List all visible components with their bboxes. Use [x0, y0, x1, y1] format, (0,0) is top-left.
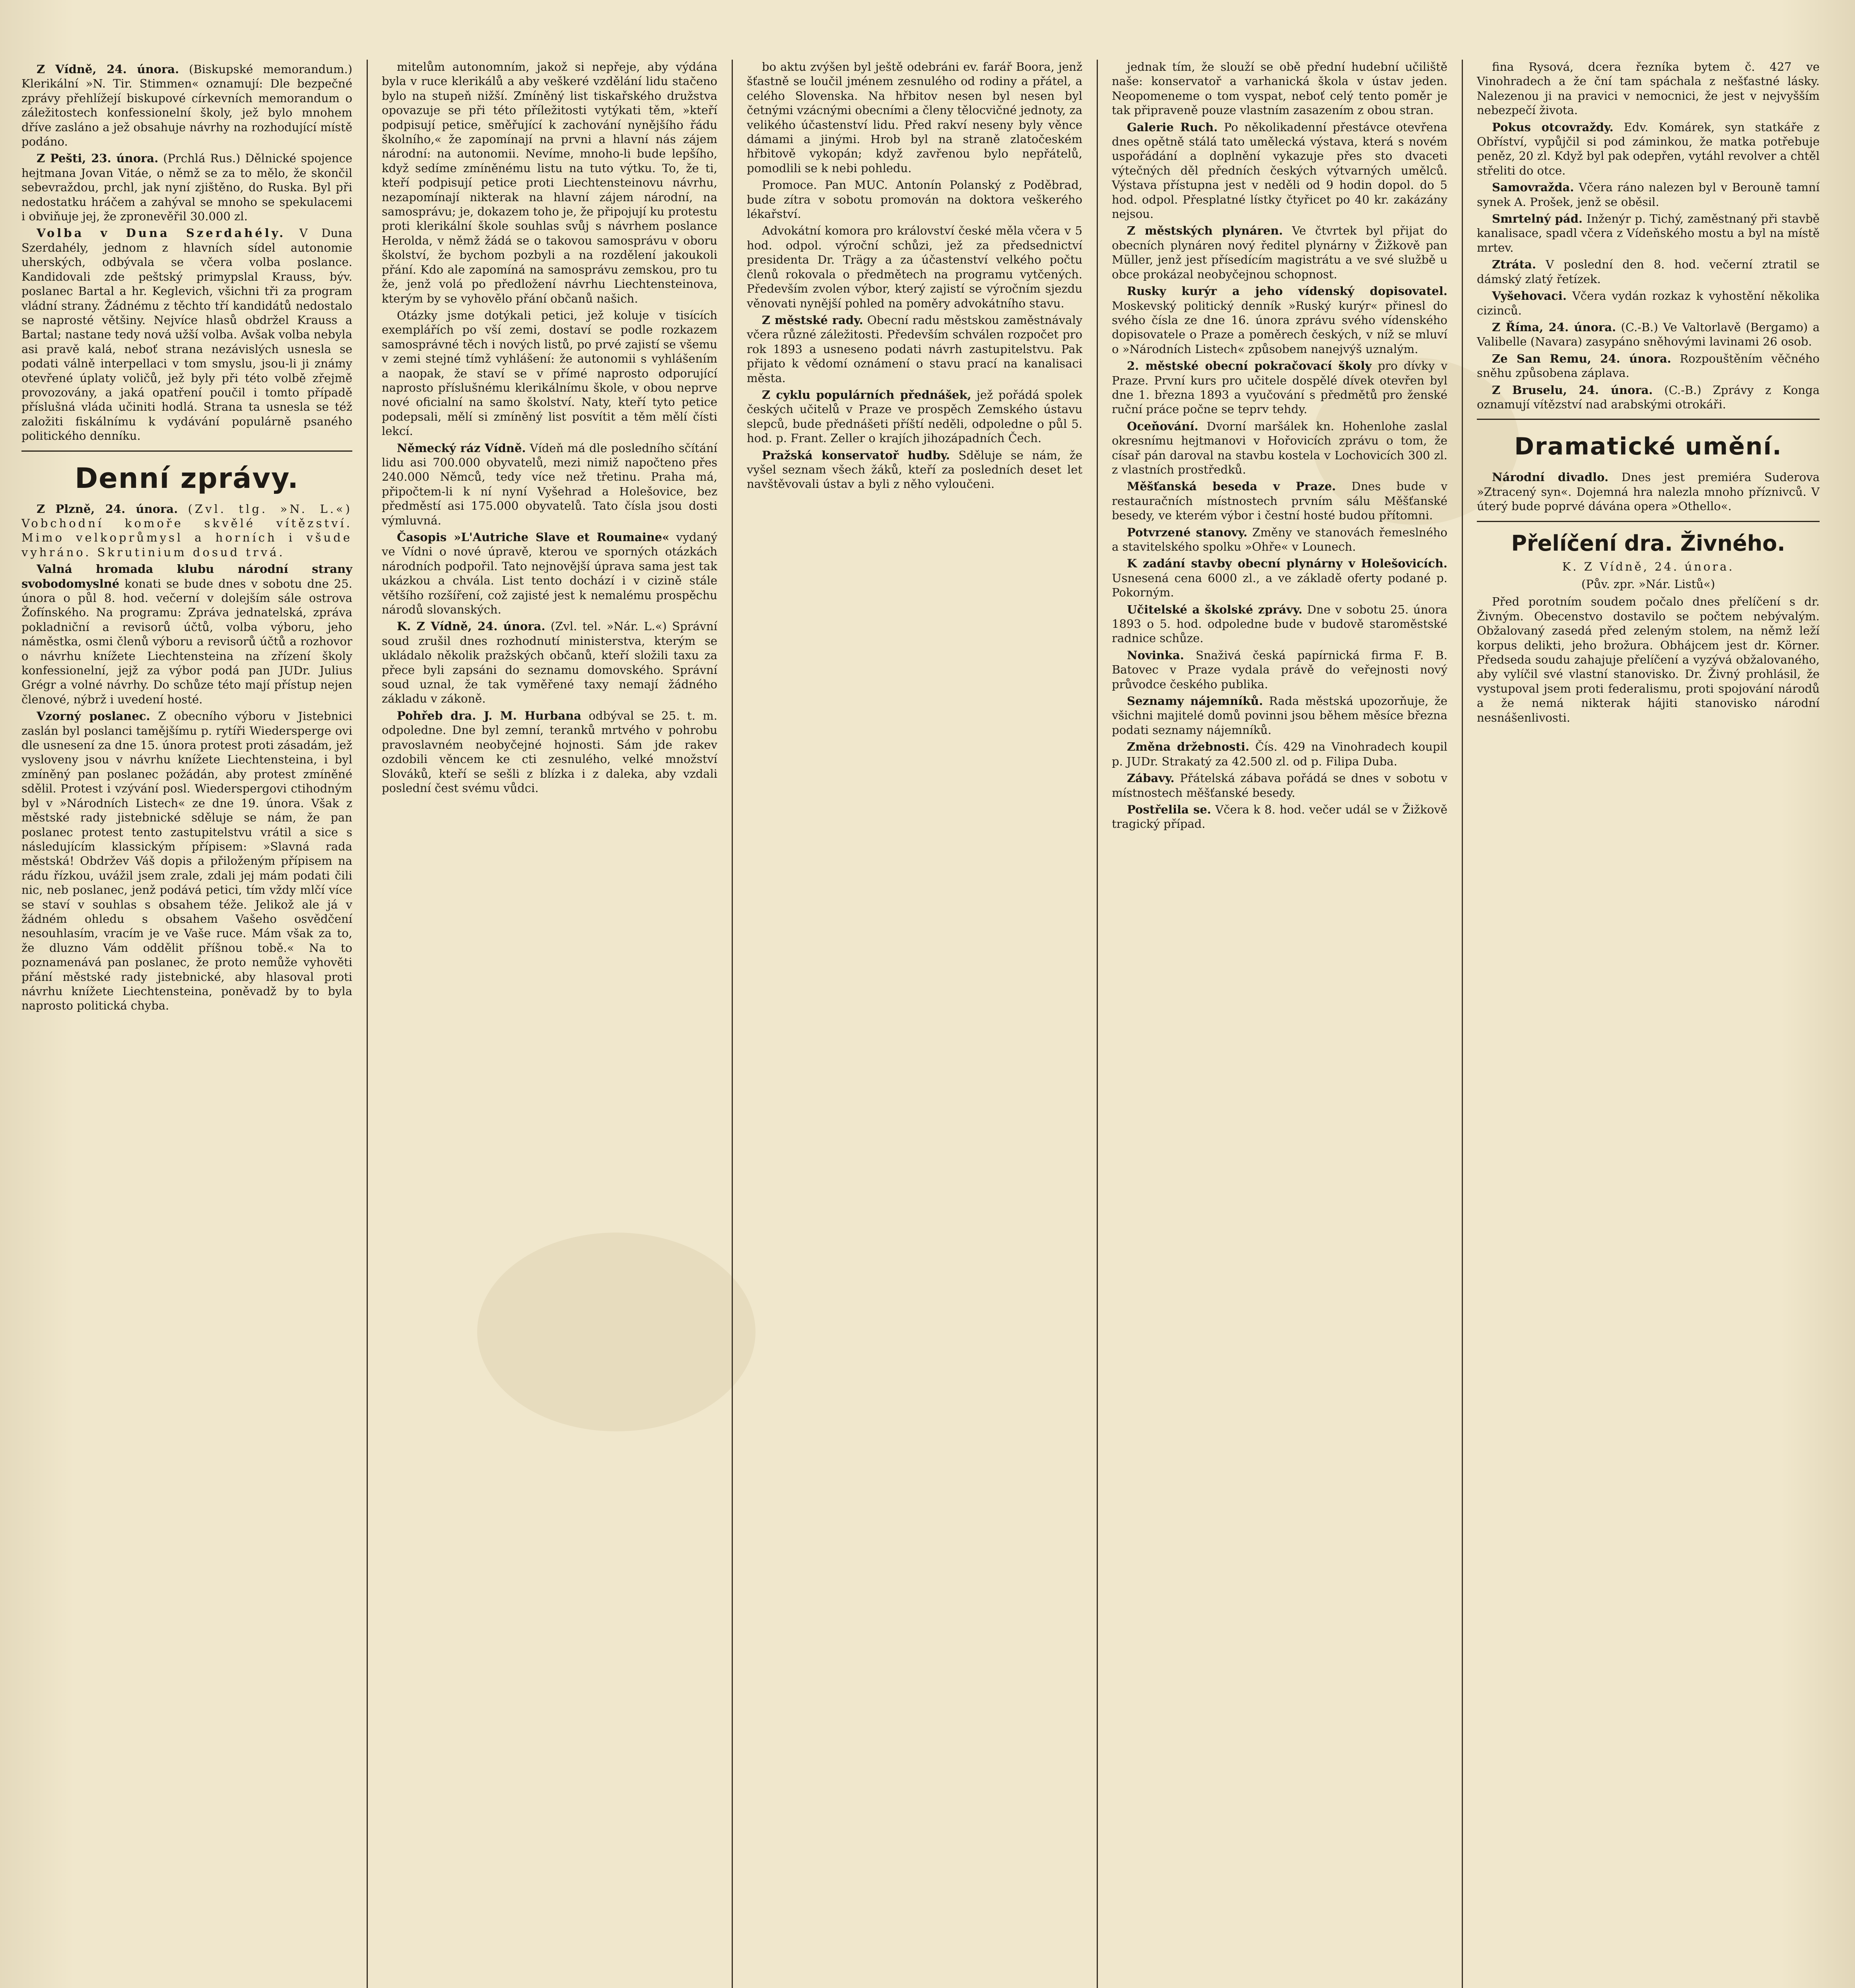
- paragraph: bo aktu zvýšen byl ještě odebráni ev. farář Boora, jenž šťastně se loučil jménem zesnulého od rodiny a přátel, a celého Slovenska. Na hřbitov nesen byl nesen byl četnými vzácnými obecními a členy tělocvičné jednoty, za velikého účastenství lidu. Před rakví neseny byly věnce dámami a jinými. Hrob byl na straně zlatočeském hřbitově vykopán; když zavřenou bylo nepřátelů, pomodlili se k nebi pohledu.: [747, 60, 1082, 175]
- paragraph: fina Rysová, dcera řezníka bytem č. 427 ve Vinohradech a že ční tam spáchala z nešťastné lásky. Nalezenou ji na pravici v nemocnici, že jest v nejvyšším nebezpečí života.: [1477, 60, 1820, 117]
- article-heading: Přelíčení dra. Živného.: [1511, 530, 1785, 556]
- news-item: Pohřeb dra. J. M. Hurbana odbýval se 25. t. m. odpoledne. Dne byl zemní, teranků mrtvého v pohrobu pravoslavném neobyčejné hojnosti. Sám jde rakev ozdobili věncem ke cti zesnulého, velké množství Slováků, kteří se sešli z blízka i z daleka, aby vzdali poslední čest svému vůdci.: [382, 709, 718, 795]
- news-item: Zábavy. Přátelská zábava pořádá se dnes v sobotu v místnostech měšťanské besedy.: [1112, 771, 1447, 800]
- news-item: Z Plzně, 24. února. (Zvl. tlg. »N. L.«) Vobchodní komoře skvělé vítězství. Mimo velkoprůmysl a horních i všude vyhráno. Skrutinium dosud trvá.: [21, 502, 352, 559]
- news-item: Změna držebnosti. Čís. 429 na Vinohradech koupil p. JUDr. Strakatý za 42.500 zl. od p. Filipa Duba.: [1112, 740, 1448, 768]
- section-divider: [21, 450, 352, 452]
- news-item: Vyšehovaci. Včera vydán rozkaz k vyhostění několika cizinců.: [1477, 289, 1820, 317]
- news-item: Pokus otcovraždy. Edv. Komárek, syn statkáře z Obříství, vypůjčil si pod záminkou, že matka potřebuje peněz, 20 zl. Když byl pak odepřen, vytáhl revolver a chtěl střeliti do otce.: [1477, 120, 1820, 177]
- news-item: Potvrzené stanovy. Změny ve stanovách řemeslného a stavitelského spolku »Ohře« v Lounech.: [1112, 525, 1447, 553]
- column-5: [1463, 60, 1833, 1988]
- news-item: Smrtelný pád. Inženýr p. Tichý, zaměstnaný při stavbě kanalisace, spadl včera z Vídeňského mostu a byl na místě mrtev.: [1477, 212, 1820, 254]
- paragraph: Promoce. Pan MUC. Antonín Polanský z Poděbrad, bude zítra v sobotu promován na doktora veškerého lékařství.: [747, 178, 1082, 221]
- section-divider: [1477, 521, 1820, 522]
- article: Z Vídně, 24. února. (Biskupské memorandum.) Klerikální »N. Tir. Stimmen« oznamují: Dle bezpečné zprávy přehlížejí biskupové církevních memorandum o záležitostech konfessionelní školy, jež bylo mnohem dříve zasláno a jež obsahuje návrhy na rozhodující místě podáno.: [21, 62, 353, 149]
- column-3: [733, 60, 1096, 1988]
- paragraph: jednak tím, že slouží se obě přední hudební učiliště naše: konservatoř a varhanická škola v ústav jeden. Neopomeneme o tom vyspat, neboť celý tento poměr je tak připraveně pouze vlastním zasazením z obou stran.: [1112, 60, 1447, 117]
- section-heading: Denní zprávy.: [75, 462, 299, 495]
- news-item: 2. městské obecní pokračovací školy pro dívky v Praze. První kurs pro učitele dospělé dívek otevřen byl dne 1. března 1893 a vyučování s předmětů pro ženské ruční práce počne se teprv tehdy.: [1112, 359, 1447, 416]
- news-item: Německý ráz Vídně. Vídeň má dle posledního sčítání lidu asi 700.000 obyvatelů, mezi nimiž napočteno přes 240.000 Němců, tedy více než třetinu. Praha má, připočtem-li k ní nyní Vyšehrad a Holešovice, bez předměstí asi 175.000 obyvatelů. Tato čísla jsou dosti výmluvná.: [382, 441, 718, 527]
- news-item: Vzorný poslanec. Z obecního výboru v Jistebnici zaslán byl poslanci tamějšímu p. rytíři Wiedersperge ovi dle usnesení za dne 15. února protest proti zásadám, jež vysloveny jsou v návrhu knížete Liechtensteina, i byl zmíněný pan poslanec požádán, aby protest zmíněné sdělil. Protest i vzývání posl. Wiederspergovi ctihodným byl v »Národních Listech« ze dne 19. února. Však z městské rady jistebnické sděluje se nám, že pan poslanec protest tento zastupitelstvu vrátil a sice s následujícím klassickým přípisem: »Slavná rada městská! Obdržev Váš dopis a přiloženým přípisem na rádu řízkou, uvážil jsem zrale, zdali jej mám podati čili nic, neb poslanec, jenž podává petici, tím vždy mlčí více se staví v souhlas s obsahem téže. Jelikož ale já v žádném ohledu s obsahem Vašeho osvědčení nesouhlasím, vracím je ve Vaše ruce. Mám však za to, že dluzno Vám oddělit příšnou tobě.« Na to poznamenává pan poslanec, že proto nemůže vyhověti přání městské rady jistebnické, aby hlasoval proti návrhu knížete Liechtensteina, poněvadž by to byla naprosto politická chyba.: [21, 709, 353, 1013]
- column-4: [1098, 60, 1461, 1988]
- news-item: Z městské rady. Obecní radu městskou zaměstnávaly včera různé záležitosti. Především schválen rozpočet pro rok 1893 a usneseno podati návrh zastupitelstvu. Pak přijato k vědomí oznámení o stavu prací na kanalisaci města.: [747, 313, 1082, 385]
- news-item: Národní divadlo. Dnes jest premiéra Suderova »Ztracený syn«. Dojemná hra nalezla mnoho příznivců. V úterý bude poprvé dávána opera »Othello«.: [1477, 470, 1820, 513]
- news-item: Valná hromada klubu národní strany svobodomyslné konati se bude dnes v sobotu dne 25. února o půl 8. hod. večerní v dolejším sále ostrova Žofínského. Na programu: Zpráva jednatelská, zpráva pokladniční a revisorů účtů, volba výboru, jeho náměstka, osmi členů výboru a revisorů účtů a rozhovor o návrhu knížete Liechtensteina na zřízení školy konfessionelní, jejž za výbor podá pan JUDr. Julius Grégr a volné návrhy. Do schůze této mají přístup nejen členové, nýbrž i uvedení hosté.: [21, 562, 352, 706]
- news-item: Učitelské a školské zprávy. Dne v sobotu 25. února 1893 o 5. hod. odpoledne bude v budově staroměstské radnice schůze.: [1112, 602, 1447, 645]
- news-item: Z městských plynáren. Ve čtvrtek byl přijat do obecních plynáren nový ředitel plynárny v Žižkově pan Müller, jenž jest přísedícím magistrátu a ve své službě u obce prokázal neobyčejnou schopnost.: [1112, 224, 1448, 281]
- paragraph: mitelům autonomním, jakož si nepřeje, aby výdána byla v ruce klerikálů a aby veškeré vzdělání lidu stačeno bylo na stupeň nižší. Zmíněný list tiskařského družstva opovazuje se při této příležitosti vytýkati těm, »kteří podpisují petice, směřující k zachování nynějšího řádu školního,« že zapomínají na prvni a hlavní nás zájem národní: na autonomii. Nevíme, mnoho-li bude lepšího, když sedíme zmíněnému listu na tuto výtku. To, že ti, kteří podpisují petice proti Liechtensteinovu návrhu, nezapomínají nikterak na hlavní zájem národní, na samosprávu; je, dokazem toho je, že připojují ku protestu proti klerikální škole souhlas svůj s návrhem poslance Herolda, v němž žádá se o takovou samosprávu v oboru školství, že bychom pozbyli a na rozdělení jakoukoli přání. Kdo ale zapomíná na samosprávu zemskou, pro tu že, jenž volá po předložení návrhu Liechtensteinova, kterým by se vyhovělo přání občanů našich.: [382, 60, 717, 305]
- news-item: Samovražda. Včera ráno nalezen byl v Berouně tamní synek A. Prošek, jenž se oběsil.: [1477, 181, 1820, 209]
- news-item: Ze San Remu, 24. února. Rozpouštěním věčného sněhu způsobena záplava.: [1477, 351, 1820, 380]
- news-item: Galerie Ruch. Po několikadenní přestávce otevřena dnes opětně stálá tato umělecká výstava, která s novém uspořádání a doplnění vykazuje přes sto dvaceti výtečných děl předních českých výtvarných umělců. Výstava přístupna jest v neděli od 9 hodin dopol. do 5 hod. odpol. Přesplatné lístky čtyřicet po 40 kr. zakázány nejsou.: [1112, 120, 1447, 221]
- column-rule: [367, 60, 368, 1988]
- article: Z Pešti, 23. února. (Prchlá Rus.) Dělnické spojence hejtmana Jovan Vitáe, o němž se za to mělo, že skončil sebevraždou, prchl, jak nyní zjištěno, do Ruska. Byl při nedostatku hráčem a zahýval se mnoho se spekulacemi i obviňuje jej, že zpronevěřil 30.000 zl.: [21, 151, 352, 223]
- column-2: [368, 60, 731, 1988]
- news-item: Oceňování. Dvorní maršálek kn. Hohenlohe zaslal okresnímu hejtmanovi v Hořovicích zprávu o tom, že císař pán daroval na stavbu kostela v Lochovicích 300 zl. z vlastních prostředků.: [1112, 419, 1448, 476]
- column-rule: [1097, 60, 1098, 1988]
- news-item: Seznamy nájemníků. Rada městská upozorňuje, že všichni majitelé domů povinni jsou během měsíce března podati seznamy nájemníků.: [1112, 694, 1448, 737]
- news-item: Pražská konservatoř hudby. Sděluje se nám, že vyšel seznam všech žáků, kteří za posledních deset let navštěvovali ústav a byli z něho vyloučeni.: [747, 448, 1082, 491]
- dateline: K. Z Vídně, 24. února.: [1562, 559, 1735, 573]
- column-1: [8, 60, 366, 1988]
- column-rule: [1462, 60, 1463, 1988]
- paragraph: Otázky jsme dotýkali petici, jež koluje v tisících exemplářích po vší zemi, dostaví se podle rozkazem samosprávné těch i nových listů, po prvé zajistí se všemu v zemi stejné tímž vyhlášení: že autonomii s vyhlášením a naopak, že staví se v přímé naprosto odporující naprosto příslušnému klerikálnímu škole, v obou neprve nové oficialní na samo školství. Naty, kteří tyto petice podepsali, mělí si zmíněný list posvítit a těm mělí čísti lekcí.: [382, 308, 717, 438]
- section-divider: [1477, 419, 1820, 420]
- news-item: Časopis »L'Autriche Slave et Roumaine« vydaný ve Vídni o nové úpravě, kterou ve sporných otázkách národních podpořil. Tato nejnovější úprava sama jest tak ukázkou a chvála. List tento dochází i v cizině stále většího rozšíření, což zajisté jest k nemalému prospěchu národů slovanských.: [382, 530, 717, 617]
- news-item: Z Říma, 24. února. (C.-B.) Ve Valtorlavě (Bergamo) a Valibelle (Navara) zasypáno sněhovými lavinami 26 osob.: [1477, 320, 1820, 349]
- news-item: Ztráta. V poslední den 8. hod. večerní ztratil se dámský zlatý řetízek.: [1477, 258, 1820, 286]
- paragraph: Advokátní komora pro království české měla včera v 5 hod. odpol. výroční schůzi, jež za předsednictví presidenta Dr. Trägy a za účastenství velkého počtu členů rokovala o předmětech na programu vytčených. Především zvolen výbor, který zajistí se výročním sjezdu věnovati nynější pohled na poměry advokátního stavu.: [747, 224, 1082, 310]
- news-item: Z Bruselu, 24. února. (C.-B.) Zprávy z Konga oznamují vítězství nad arabskými otrokáři.: [1477, 383, 1820, 411]
- source-note: (Pův. zpr. »Nár. Listů«): [1581, 577, 1715, 591]
- paragraph: Před porotním soudem počalo dnes přelíčení s dr. Živným. Obecenstvo dostavilo se počtem nebývalým. Obžalovaný zasedá před zeleným stolem, na němž leží korpus delikti, jeho brožura. Obhájcem jest dr. Körner. Předseda soudu zahajuje přelíčení a vyzývá obžalovaného, aby vylíčil své vlastní stanovisko. Dr. Živný prohlásil, že vystupoval jsem proti federalismu, proti spojování národů a že nemá nikterak hájiti stanovisko národní nesnášenlivosti.: [1477, 595, 1820, 724]
- news-item: Rusky kurýr a jeho vídenský dopisovatel. Moskevský politický denník »Ruský kurýr« přinesl do svého čísla ze dne 16. února zprávu svého vídenského dopisovatele o Praze a poměrech českých, v níž se mluví o »Národních Listech« způsobem nanejvýš uznalým.: [1112, 284, 1447, 356]
- article: Volba v Duna Szerdahély. V Duna Szerdahély, jednom z hlavních sídel autonomie uherských, odbývala se včera volba poslance. Kandidovali zde peštský primypslal Krauss, býv. poslanec Bartal a hr. Keglevich, všichni tři za program vládní strany. Žádnému z těchto tří kandidátů nedostalo se naprosté většiny. Nejvíce hlasů obdržel Krauss a Bartal; nastane tedy nová užší volba. Avšak volba nebyla asi pravě kalá, neboť strana nezávislých usnesla se podati válně interpellaci v tom smyslu, jsou-li ji známy otevřené úplaty voličů, jež byly při této volbě zřejmě provozovány, a jaká opatření poučil i tomto případě příslušná vláda učiniti hodlá. Strana ta usnesla se též založiti fiskálnímu k vydávání populárně psaného politického denníku.: [21, 226, 352, 443]
- news-item: Z cyklu populárních přednášek, jež pořádá spolek českých učitelů v Praze ve prospěch Zemského ústavu slepců, bude přednášeti příští neděli, odpoledne o půl 5. hod. p. Frant. Zeller o krajích jihozápadních Čech.: [747, 388, 1082, 445]
- section-heading: Dramatické umění.: [1514, 433, 1782, 461]
- news-item: Novinka. Snaživá česká papírnická firma F. B. Batovec v Praze vydala právě do veřejnosti nový průvodce českého publika.: [1112, 648, 1447, 691]
- news-item: K. Z Vídně, 24. února. (Zvl. tel. »Nár. L.«) Správní soud zrušil dnes rozhodnutí ministerstva, kterým se ukládalo několik pražských občanů, kteří složili taxu za přece byli zapsáni do seznamu domovského. Správní soud uznal, že tak vyměřené taxy nemají žádného základu v zákoně.: [382, 619, 717, 706]
- news-item: Měšťanská beseda v Praze. Dnes bude v restauračních místnostech prvním sálu Měšťanské besedy, ve kterém výbor i čestní hosté budou přítomni.: [1112, 480, 1448, 522]
- column-rule: [732, 60, 733, 1988]
- news-item: K zadání stavby obecní plynárny v Holešovicích. Usnesená cena 6000 zl., a ve základě oferty podané p. Pokorným.: [1112, 557, 1447, 600]
- news-item: Postřelila se. Včera k 8. hod. večer udál se v Žižkově tragický případ.: [1112, 802, 1447, 831]
